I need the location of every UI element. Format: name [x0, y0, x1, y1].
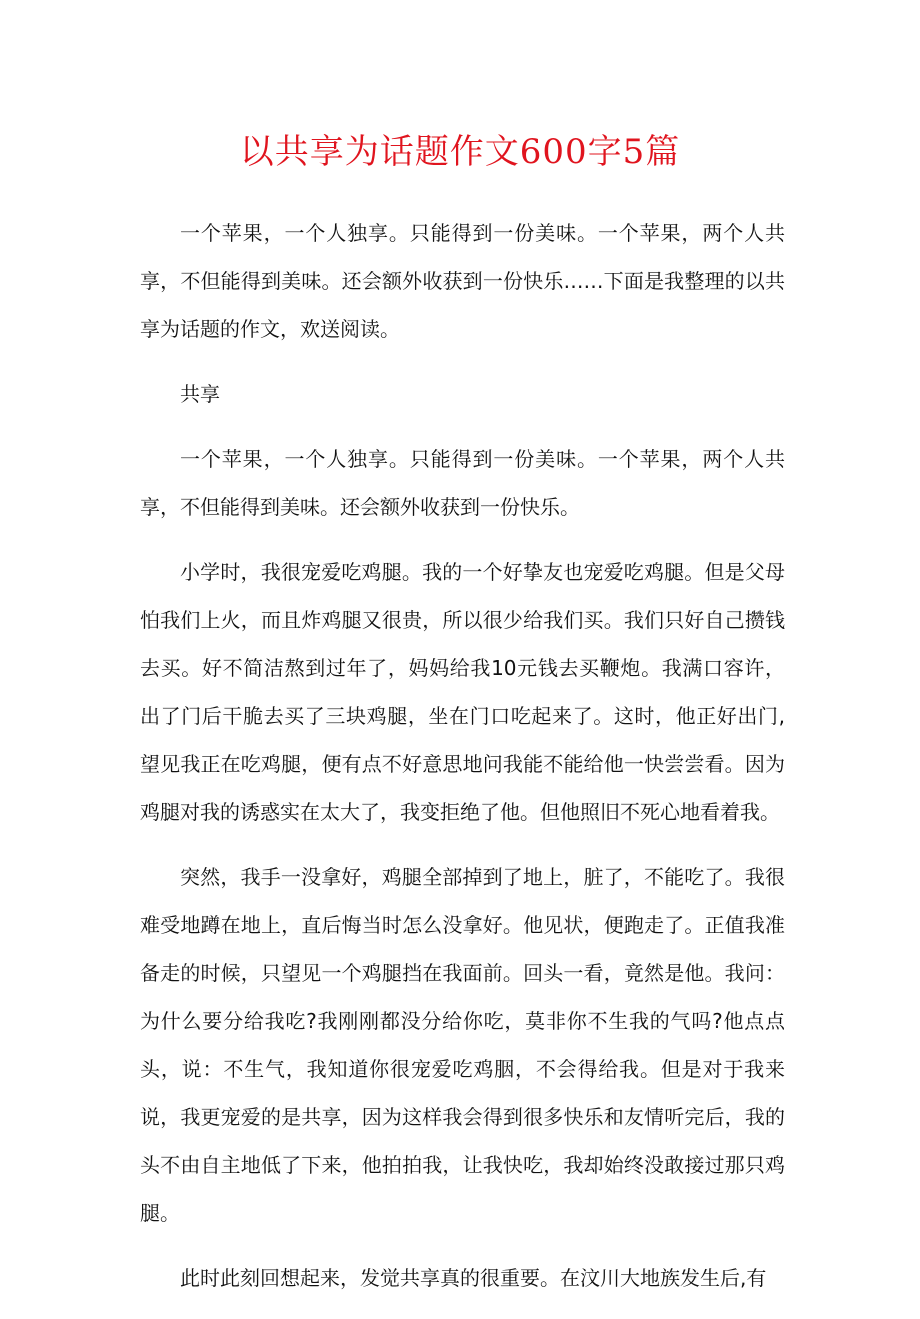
paragraph-childhood: 小学时，我很宠爱吃鸡腿。我的一个好挚友也宠爱吃鸡腿。但是父母怕我们上火，而且炸鸡腿又很贵，所以很少给我们买。我们只好自己攒钱去买。好不简洁熬到过年了，妈妈给我10元钱去买鞭炮。我满口容许，出了门后干脆去买了三块鸡腿，坐在门口吃起来了。这时，他正好出门,望见我正在吃鸡腿，便有点不好意思地问我能不能给他一快尝尝看。因为鸡腿对我的诱惑实在太大了，我变拒绝了他。但他照旧不死心地看着我。 [140, 560, 785, 824]
paragraph-reflection: 此时此刻回想起来，发觉共享真的很重要。在汶川大地族发生后,有 [180, 1266, 767, 1290]
paragraph-intro: 一个苹果，一个人独享。只能得到一份美味。一个苹果，两个人共享，不但能得到美味。还会额外收获到一份快乐……下面是我整理的以共享为话题的作文，欢送阅读。 [140, 221, 785, 341]
document-body [140, 209, 785, 1319]
section-heading: 共享 [180, 382, 220, 406]
paragraph-dropped-drumstick: 突然，我手一没拿好，鸡腿全部掉到了地上，脏了，不能吃了。我很难受地蹲在地上，直后悔当时怎么没拿好。他见状，便跑走了。正值我准备走的时候，只望见一个鸡腿挡在我面前。回头一看，竟然是他。我问：为什么要分给我吃?我刚刚都没分给你吃，莫非你不生我的气吗?他点点头，说：不生气，我知道你很宠爱吃鸡胭，不会得给我。但是对于我来说，我更宠爱的是共享，因为这样我会得到很多快乐和友情听完后，我的头不由自主地低了下来，他拍拍我，让我快吃，我却始终没敢接过那只鸡腿。 [140, 865, 785, 1225]
document-title: 以共享为话题作文600字5篇 [239, 132, 681, 172]
paragraph-apple: 一个苹果，一个人独享。只能得到一份美味。一个苹果，两个人共享，不但能得到美味。还会额外收获到一份快乐。 [140, 447, 785, 519]
